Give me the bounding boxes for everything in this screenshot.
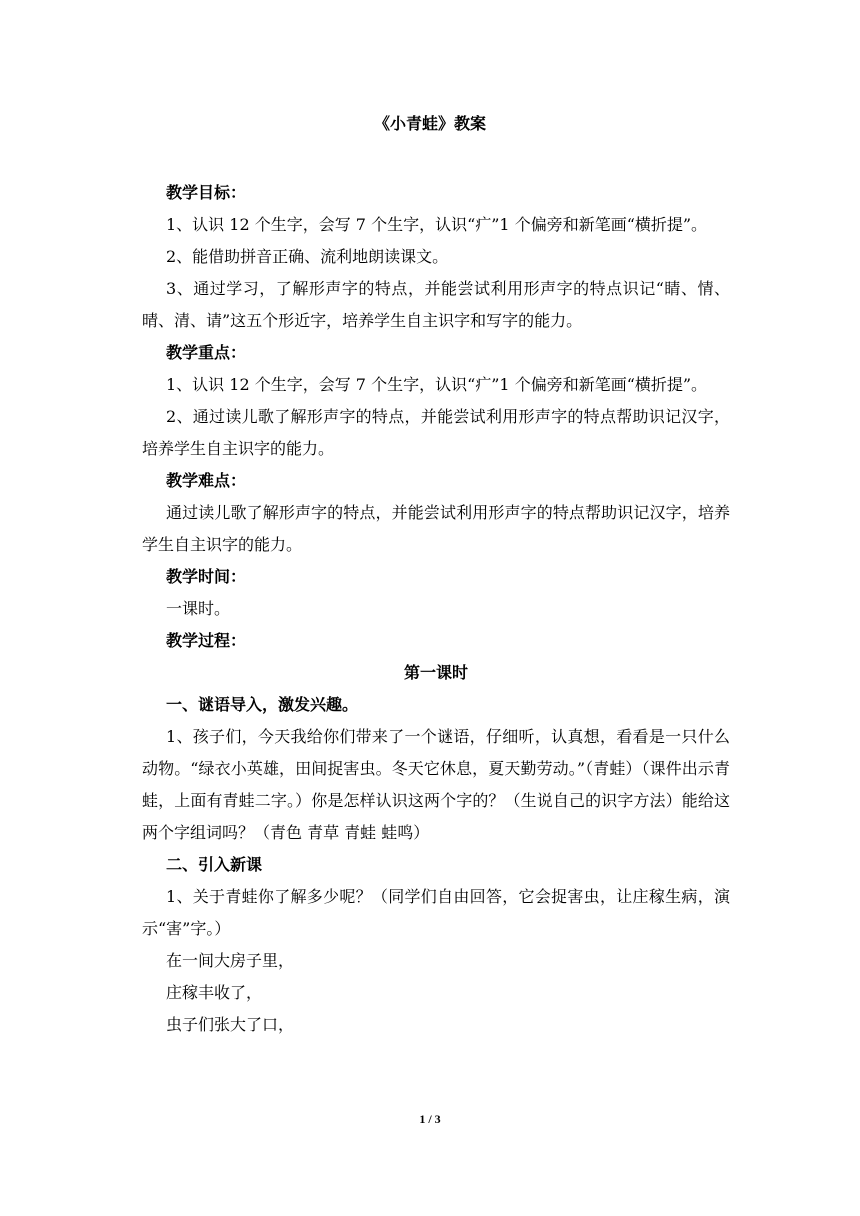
objective-item: 2、能借助拼音正确、流利地朗读课文。 <box>166 247 449 266</box>
part1-heading: 一、谜语导入，激发兴趣。 <box>166 695 359 714</box>
objective-item: 1、认识 12 个生字，会写 7 个生字，认识“疒”1 个偏旁和新笔画“横折提”。 <box>166 215 708 234</box>
part1-text: 1、孩子们，今天我给你们带来了一个谜语，仔细听，认真想，看看是一只什么动物。“绿衣小英雄，田间捉害虫。冬天它休息，夏天勤劳动。”（青蛙）（课件出示青蛙，上面有青蛙二字。）你是怎样认识这两个字的？（生说自己的识字方法）能给这两个字组词吗？（青色 青草 青蛙 蛙鸣） <box>142 727 730 842</box>
document-body <box>142 177 730 1041</box>
objectives-heading: 教学目标： <box>166 183 247 202</box>
process-heading: 教学过程： <box>166 631 247 650</box>
objective-item: 3、通过学习，了解形声字的特点，并能尝试利用形声字的特点识记“睛、情、晴、清、请”这五个形近字，培养学生自主识字和写字的能力。 <box>142 279 730 330</box>
key-points-heading: 教学重点： <box>166 343 247 362</box>
time-text: 一课时。 <box>166 599 231 618</box>
difficulties-heading: 教学难点： <box>166 471 247 490</box>
key-point-item: 2、通过读儿歌了解形声字的特点，并能尝试利用形声字的特点帮助识记汉字，培养学生自主识字的能力。 <box>142 407 730 458</box>
poem-line: 在一间大房子里， <box>166 951 295 970</box>
difficulties-text: 通过读儿歌了解形声字的特点，并能尝试利用形声字的特点帮助识记汉字，培养学生自主识字的能力。 <box>142 503 730 554</box>
part2-heading: 二、引入新课 <box>166 855 263 874</box>
part2-text: 1、关于青蛙你了解多少呢？（同学们自由回答，它会捉害虫，让庄稼生病，演示“害”字。） <box>142 887 730 938</box>
poem-line: 庄稼丰收了， <box>166 983 263 1002</box>
time-heading: 教学时间： <box>166 567 247 586</box>
poem-line: 虫子们张大了口， <box>166 1015 295 1034</box>
lesson-label: 第一课时 <box>403 663 468 682</box>
key-point-item: 1、认识 12 个生字，会写 7 个生字，认识“疒”1 个偏旁和新笔画“横折提”。 <box>166 375 708 394</box>
page-number: 1 / 3 <box>419 1112 441 1126</box>
document-title: 《小青蛙》教案 <box>373 114 486 133</box>
